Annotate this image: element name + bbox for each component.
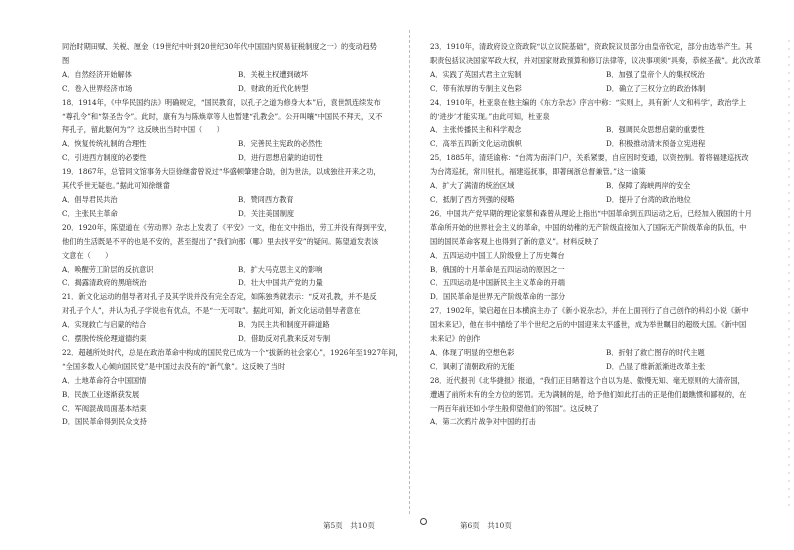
answer-option: B．完善民主宪政的必然性 [238,139,323,149]
question-item [430,96,782,152]
answer-option: D．国民革命是世界无产阶级革命的一部分 [430,292,566,302]
question-stem-line: 拜孔子，留此躯何为”？这反映出当时中国（ ） [62,125,224,135]
question-stem-line: 一两百年前还如小学生般仰望他们的邻国”。这反映了 [430,403,599,413]
binding-hole-icon [420,518,427,525]
answer-option: A．体现了明显的空想色彩 [430,347,515,357]
answer-option: C．摆脱传统伦理道德约束 [62,334,147,344]
answer-option: C．揭露清政府的黑暗统治 [62,278,147,288]
answer-option: A．自然经济开始解体 [62,69,132,79]
question-stem-line: 的‘进步’才能实现。”由此可知，杜亚泉 [430,111,550,121]
answer-option: C．引进西方制度的必要性 [62,153,147,163]
answer-option: A．扩大了满清的统治区域 [430,181,515,191]
answer-option: C．讽刺了清朝政府的无能 [430,361,515,371]
option-list [430,249,782,305]
answer-option: C．带有浓厚的专制主义色彩 [430,83,522,93]
question-stem-line: 革命所开始的世界社会主义的革命，中国的幼稚的无产阶级直接加入了国际无产阶级革命的队伍，中 [430,222,747,232]
question-stem-line: 遭遇了前所未有的全方位的惩罚。无为满制的是，给予他们如此打击的正是他们最瞧惯和鄙视的，在 [430,389,747,399]
answer-option: B．保障了海峡两岸的安全 [606,181,691,191]
answer-option: B．加强了皇帝个人的集权统治 [606,69,705,79]
question-stem-line: “全国多数人心倾向国民党”是中国过去没有的“新气象”。这反映了当时 [62,361,286,371]
left-column [62,40,414,429]
option-list [430,179,782,207]
question-stem-line: 19．1867年，总管同文馆事务大臣徐继畲曾说过“华盛顿肇建合助，创为世法，以成独往开来之功， [62,167,381,177]
answer-option: B．为民主共和制度开辟道路 [238,320,330,330]
question-stem-line: 文意在（ ） [62,250,113,260]
answer-option: B．强调民众思想启蒙的重要性 [606,125,705,135]
question-item [62,346,414,429]
question-stem-line: 23．1910年，清政府设立资政院“以立议院基础”，资政院议员部分由皇帝钦定，部分由选举产生。其 [430,42,753,51]
option-list [430,346,782,374]
answer-option: C．军阀混战局面基本结束 [62,403,147,413]
answer-option: C．五四运动是中国新民主主义革命的开端 [430,278,565,288]
answer-option: A．土地革命符合中国国情 [62,375,147,385]
question-stem-line: 未来记》的创作 [430,334,481,344]
continued-text-line: 图 [62,55,70,65]
question-stem-line: 对孔子个人”，并认为孔子学说也有优点，不是“一无可取”。据此可知，新文化运动倡导者意在 [62,306,361,316]
option-list [62,263,414,291]
answer-option: A．倡导君民共治 [62,194,118,204]
question-stem-line: 其代乎世无疑也。”据此可知徐继畲 [62,181,170,191]
question-stem-line: 为台湾巡抚，常川驻扎，福建巡抚事，即著闽浙总督兼管。”这一谕策 [430,167,646,177]
option-list [430,68,782,96]
answer-option: B．折射了救亡图存的时代主题 [606,347,705,357]
answer-option: C．主张民主革命 [62,208,118,218]
answer-option: A．主张传播民主和科学观念 [430,125,522,135]
question-item [430,207,782,304]
center-divider [409,30,410,514]
answer-option: A．第二次鸦片战争对中国的打击 [430,417,536,427]
answer-option: B．俄国的十月革命是五四运动的原因之一 [430,264,565,274]
question-stem-line: 27．1902年，梁启超在日本横滨主办了《新小说杂志》，并在上面刊行了自己创作的科幻小说《新中 [430,306,749,316]
question-item [430,40,782,96]
option-list [62,318,414,346]
answer-option: C．抵制了西方列强的侵略 [430,194,515,204]
answer-option: A．五四运动中国工人阶级登上了历史舞台 [430,250,565,260]
question-item [430,374,782,430]
answer-option: D．凸显了维新派渐进改革主张 [606,361,706,371]
answer-option: B．赞同西方教育 [238,194,294,204]
answer-option: D．借助反对孔教来反对专制 [238,334,331,344]
continued-text-line: 同治时期田赋、关税、厘金（19世纪中叶到20世纪30年代中国国内贸易征税制度之一）的变动趋势 [62,42,377,51]
question-stem-line: 28．近代报刊《北华捷报》报道，“我们正目睹着这个自以为是、傲慢无知、毫无原则的大清帝国， [430,375,745,385]
answer-option: D．财政的近代化转型 [238,83,309,93]
answer-option: A．实现救亡与启蒙的结合 [62,320,147,330]
answer-option: B．民族工业逐渐获发展 [62,389,140,399]
option-list [430,123,782,151]
question-item [62,165,414,221]
question-stem-line: 20．1920年，陈望道在《劳动界》杂志上发表了《平安》一文，他在文中指出，劳工并没有得到平安， [62,222,392,232]
answer-option: A．唤醒劳工阶层的反抗意识 [62,264,154,274]
option-list [62,193,414,221]
right-column [430,40,782,429]
page-number-left: 第5页 共10页 [323,521,375,530]
answer-option: D．进行思想启蒙的迫切性 [238,153,323,163]
question-item [62,221,414,291]
question-stem-line: “尊孔令”和“祭圣告令”。此时，康有为与陈焕章等人也暂建“孔教会”。公开叫嚷“中国民不拜天，又不 [62,111,383,121]
answer-option: A．实践了英国式君主立宪制 [430,69,522,79]
answer-option: D．国民革命得到民众支持 [62,417,147,427]
question-stem-line: 21．新文化运动的倡导者对孔子及其学说并没有完全否定，如陈独秀就表示：“反对孔教，并不是反 [62,292,377,302]
question-item [430,304,782,374]
option-list [430,415,782,429]
answer-option: D．壮大中国共产党的力量 [238,278,323,288]
question-item [430,151,782,207]
answer-option: B．扩大马克思主义的影响 [238,264,323,274]
answer-option: C．高举五四新文化运动旗帜 [430,139,522,149]
question-stem-line: 26．中国共产党早期的理论家蔡和森曾从理论上指出“中国革命到五四运动之后，已经加入俄国的十月 [430,208,752,218]
option-list [62,374,414,430]
answer-option: A．恢复传统礼制的合理性 [62,139,147,149]
question-stem-line: 国的国民革命客观上也得到了新的意义”。材料反映了 [430,236,599,246]
question-stem-line: 25．1885年，清廷谕称：“台湾为南洋门户，关系紧要，自应因时变通，以资控制。着将福建巡抚改 [430,153,749,163]
answer-option: D．积极推动清末预备立宪进程 [606,139,706,149]
answer-option: D．提升了台湾的政治地位 [606,194,691,204]
answer-option: D．关注美国制度 [238,208,295,218]
question-stem-line: 24．1910年，杜亚泉在他主编的《东方杂志》序言中称：“实则上，具有新‘人文和科学’，政治学上 [430,97,746,107]
page-number-right: 第6页 共10页 [460,521,512,530]
question-stem-line: 他们的生活既是不平的也是不安的，甚至提出了“我们向那（哪）里去找平安”的疑问。陈望道发表该 [62,236,379,246]
page-edge-marks [786,40,792,510]
option-list [62,137,414,165]
question-stem-line: 职责包括议决国家军政大权，并对国家财政预算和修订法律等，议决事项须“具奏，恭候圣裁”。此次改革 [430,55,761,65]
answer-option: C．卷入世界经济市场 [62,83,133,93]
question-stem-line: 18．1914年，《中华民国约法》明确规定，“国民教育，以孔子之道为修身大本”后，袁世凯连续发布 [62,97,381,107]
option-list [62,68,414,96]
question-stem-line: 国未来记》，他在书中描绘了半个世纪之后的中国迎来太平盛世，成为举世瞩目的超级大国。《新中国 [430,320,747,330]
answer-option: D．确立了三权分立的政治体制 [606,83,706,93]
question-item [62,290,414,346]
question-stem-line: 22．超越所处时代，总是在政治革命中构成的国民党已成为一个“拔新的社会家心”，1926年至1927年间， [62,347,403,357]
question-item [62,96,414,166]
answer-option: B．关税主权遭到破坏 [238,69,308,79]
